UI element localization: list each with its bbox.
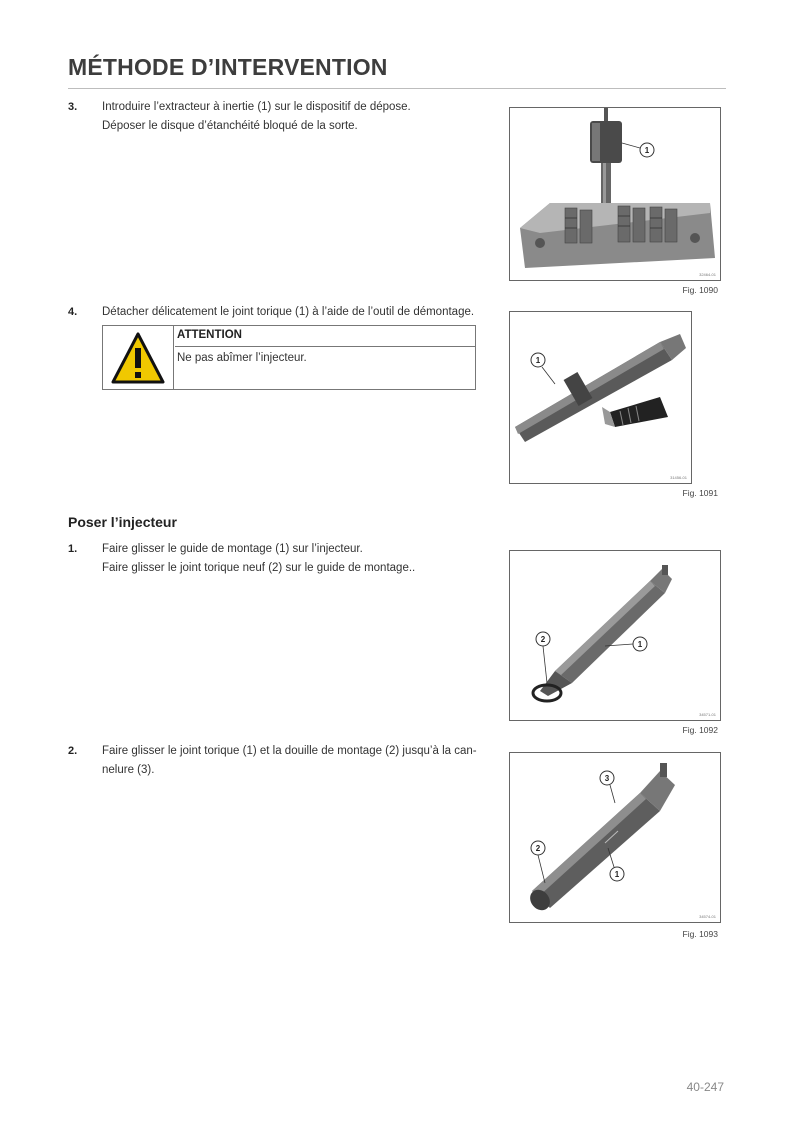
warning-text: Ne pas abîmer l’injecteur. [177, 352, 307, 364]
figure-code: 32464-01 [699, 272, 716, 277]
step-line: Introduire l’extracteur à inertie (1) sur le dispositif de dépose. [102, 101, 411, 113]
callout-label: 2 [540, 635, 546, 644]
section-title: Poser l’injecteur [68, 514, 177, 530]
step-number: 4. [68, 306, 78, 318]
callout-label: 1 [614, 870, 620, 879]
step-line: nelure (3). [102, 764, 155, 776]
figure-1092 [509, 550, 721, 721]
step-text [102, 742, 482, 780]
step-line: Faire glisser le guide de montage (1) sur l’injecteur. [102, 543, 363, 555]
figure-caption: Fig. 1091 [682, 488, 718, 498]
figure-code: 34571-01 [699, 712, 716, 717]
title-divider [68, 88, 726, 89]
figure-code: 34574-01 [699, 914, 716, 919]
callout-label: 1 [535, 356, 541, 365]
warning-icon-cell [103, 326, 174, 389]
step-number: 2. [68, 745, 78, 757]
figure-1091 [509, 311, 692, 484]
warning-divider [175, 346, 475, 347]
warning-box [102, 325, 476, 390]
warning-title: ATTENTION [177, 329, 242, 341]
step-line: Faire glisser le joint torique (1) et la douille de montage (2) jusqu’à la can- [102, 745, 477, 757]
page-title: MÉTHODE D’INTERVENTION [68, 54, 388, 80]
callout-label: 3 [604, 774, 610, 783]
step-number: 1. [68, 543, 78, 555]
page-number: 40-247 [686, 1080, 724, 1094]
figure-1093 [509, 752, 721, 923]
step-number: 3. [68, 101, 78, 113]
step-text [102, 540, 482, 578]
step-text [102, 303, 482, 322]
figure-caption: Fig. 1092 [682, 725, 718, 735]
callout-label: 1 [644, 146, 650, 155]
callout-label: 1 [637, 640, 643, 649]
figure-1090 [509, 107, 721, 281]
warning-triangle-icon [103, 326, 173, 389]
step-text [102, 98, 482, 136]
step-line: Faire glisser le joint torique neuf (2) sur le guide de montage.. [102, 562, 416, 574]
step-line: Déposer le disque d’étanchéité bloqué de la sorte. [102, 120, 358, 132]
figure-caption: Fig. 1093 [682, 929, 718, 939]
callout-label: 2 [535, 844, 541, 853]
step-line: Détacher délicatement le joint torique (1) à l’aide de l’outil de démontage. [102, 306, 475, 318]
figure-caption: Fig. 1090 [682, 285, 718, 295]
figure-code: 31456-01 [670, 475, 687, 480]
